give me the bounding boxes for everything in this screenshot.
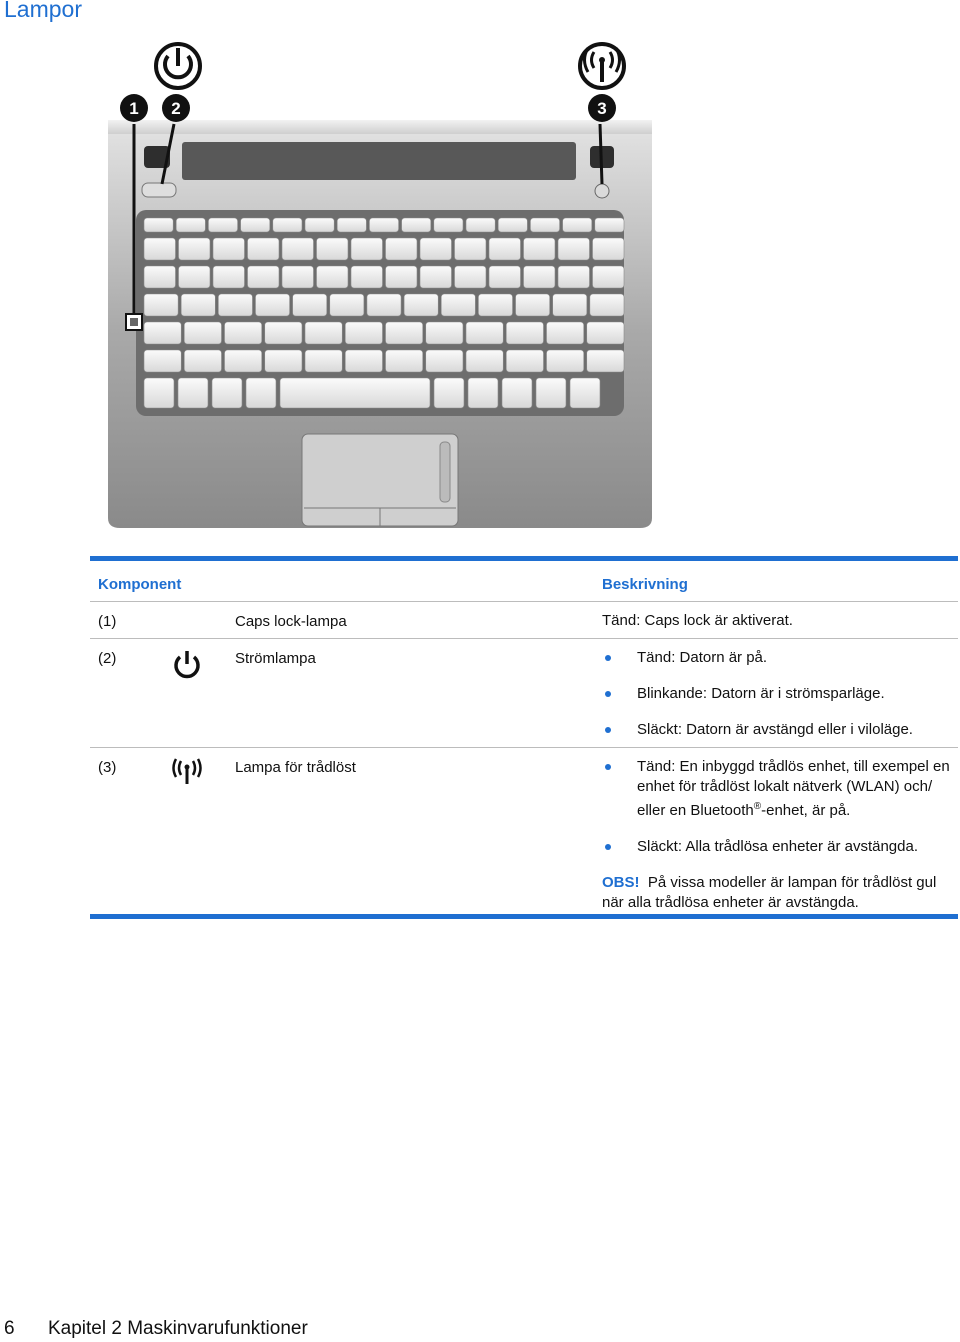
keyboard-key (248, 266, 280, 288)
keyboard-key (305, 322, 342, 344)
keyboard-key (455, 238, 487, 260)
keyboard-key (184, 350, 221, 372)
keyboard-key (213, 266, 245, 288)
keyboard-key (265, 322, 302, 344)
keyboard-key (179, 238, 211, 260)
keyboard-key (530, 218, 559, 232)
keyboard-key (330, 294, 364, 316)
keyboard-key (280, 378, 430, 408)
table-row-power-light (90, 639, 958, 747)
table-row-wireless-light (90, 748, 958, 914)
bullet-item: Tänd: Datorn är på. (602, 648, 958, 668)
keyboard-key (420, 238, 452, 260)
keyboard-key (367, 294, 401, 316)
row-number: (2) (98, 650, 117, 667)
keyboard-key (593, 238, 625, 260)
keyboard-key (213, 238, 245, 260)
table-row-caps-lock (90, 602, 958, 638)
callout-3: 3 (597, 99, 607, 118)
keyboard-key (178, 378, 208, 408)
keyboard-key (181, 294, 215, 316)
note-label: OBS! (602, 874, 640, 891)
keyboard-key (351, 266, 383, 288)
keyboard-key (144, 378, 174, 408)
keyboard-key (176, 218, 205, 232)
keyboard-key (317, 266, 349, 288)
bullet-item: Släckt: Alla trådlösa enheter är avstängda. (602, 837, 958, 857)
bullet-item: Blinkande: Datorn är i strömsparläge. (602, 684, 958, 704)
keyboard-key (144, 350, 181, 372)
bullet-text-cont: -enhet, är på. (761, 802, 851, 819)
keyboard-key (402, 218, 431, 232)
keyboard-key (466, 322, 503, 344)
keyboard-key (593, 266, 625, 288)
keyboard-key (466, 350, 503, 372)
keyboard-key (282, 238, 314, 260)
keyboard-key (455, 266, 487, 288)
keyboard-key (558, 238, 590, 260)
keyboard-key (386, 322, 423, 344)
row-description (602, 757, 958, 913)
keyboard-key (218, 294, 252, 316)
keyboard-key (404, 294, 438, 316)
header-component: Komponent (98, 576, 182, 593)
bullet-item (602, 757, 958, 821)
keyboard-key (305, 350, 342, 372)
keyboard-key (317, 238, 349, 260)
keyboard-key (255, 294, 289, 316)
keyboard-key (208, 218, 237, 232)
keyboard-key (524, 238, 556, 260)
keyboard-key (212, 378, 242, 408)
keyboard-key (420, 266, 452, 288)
keyboard-key (478, 294, 512, 316)
row-name: Strömlampa (235, 650, 316, 667)
keyboard-key (506, 350, 543, 372)
chapter-title: Kapitel 2 Maskinvarufunktioner (48, 1318, 308, 1339)
page-number: 6 (4, 1318, 15, 1339)
keyboard-key (305, 218, 334, 232)
keyboard-key (225, 350, 262, 372)
row-number: (3) (98, 759, 117, 776)
keyboard-key (386, 238, 418, 260)
keyboard-key (386, 350, 423, 372)
keyboard-key (524, 266, 556, 288)
keyboard-key (144, 266, 176, 288)
power-icon (156, 44, 200, 88)
keyboard-key (144, 218, 173, 232)
keyboard-key (489, 238, 521, 260)
keyboard-key (345, 350, 382, 372)
table-header (90, 561, 958, 601)
keyboard-key (246, 378, 276, 408)
keyboard-key (547, 350, 584, 372)
keyboard-key (241, 218, 270, 232)
keyboard-key (265, 350, 302, 372)
keyboard-key (570, 378, 600, 408)
row-description: Tänd: Caps lock är aktiverat. (602, 612, 793, 629)
keyboard-key (489, 266, 521, 288)
keyboard-key (516, 294, 550, 316)
keyboard-key (179, 266, 211, 288)
bullet-text: Tänd: En inbyggd trådlös enhet, till exempel en enhet för trådlöst lokalt nätverk (WLAN) och/ eller en Bluetooth (637, 758, 950, 819)
keyboard-key (434, 378, 464, 408)
note-text: På vissa modeller är lampan för trådlöst gul när alla trådlösa enheter är avstängda. (602, 874, 937, 911)
keyboard-key (225, 322, 262, 344)
callout-2: 2 (171, 99, 181, 118)
keyboard-key (536, 378, 566, 408)
keyboard-key (426, 322, 463, 344)
row-name: Lampa för trådlöst (235, 759, 356, 776)
keyboard-key (293, 294, 327, 316)
keyboard-key (506, 322, 543, 344)
keyboard-key (587, 350, 624, 372)
component-table (90, 556, 958, 919)
keyboard-key (184, 322, 221, 344)
keyboard-key (587, 322, 624, 344)
row-number: (1) (98, 613, 117, 630)
note (602, 873, 958, 913)
keyboard-key (144, 238, 176, 260)
keyboard-key (144, 294, 178, 316)
registered-mark: ® (753, 801, 762, 812)
laptop-figure (100, 38, 660, 530)
row-name: Caps lock-lampa (235, 613, 347, 630)
keyboard-key (498, 218, 527, 232)
keyboard-key (386, 266, 418, 288)
keyboard-key (434, 218, 463, 232)
keyboard-key (590, 294, 624, 316)
wireless-icon (172, 758, 202, 790)
keyboard-key (553, 294, 587, 316)
header-description: Beskrivning (602, 576, 688, 593)
keyboard-key (248, 238, 280, 260)
power-icon (172, 649, 202, 683)
keyboard-key (144, 322, 181, 344)
keyboard-key (282, 266, 314, 288)
table-bottom-rule (90, 914, 958, 919)
keyboard-key (426, 350, 463, 372)
keyboard-key (563, 218, 592, 232)
keyboard-key (595, 218, 624, 232)
bullet-item: Släckt: Datorn är avstängd eller i viloläge. (602, 720, 958, 740)
keyboard-key (468, 378, 498, 408)
keyboard-key (558, 266, 590, 288)
keyboard-key (466, 218, 495, 232)
wireless-icon (580, 44, 624, 88)
keyboard-key (547, 322, 584, 344)
keyboard-key (345, 322, 382, 344)
keyboard-key (441, 294, 475, 316)
callout-1: 1 (129, 99, 139, 118)
keyboard-key (273, 218, 302, 232)
row-description (602, 648, 958, 740)
page-title: Lampor (4, 0, 82, 22)
keyboard-key (369, 218, 398, 232)
keyboard-key (351, 238, 383, 260)
keyboard-key (337, 218, 366, 232)
keyboard-key (502, 378, 532, 408)
